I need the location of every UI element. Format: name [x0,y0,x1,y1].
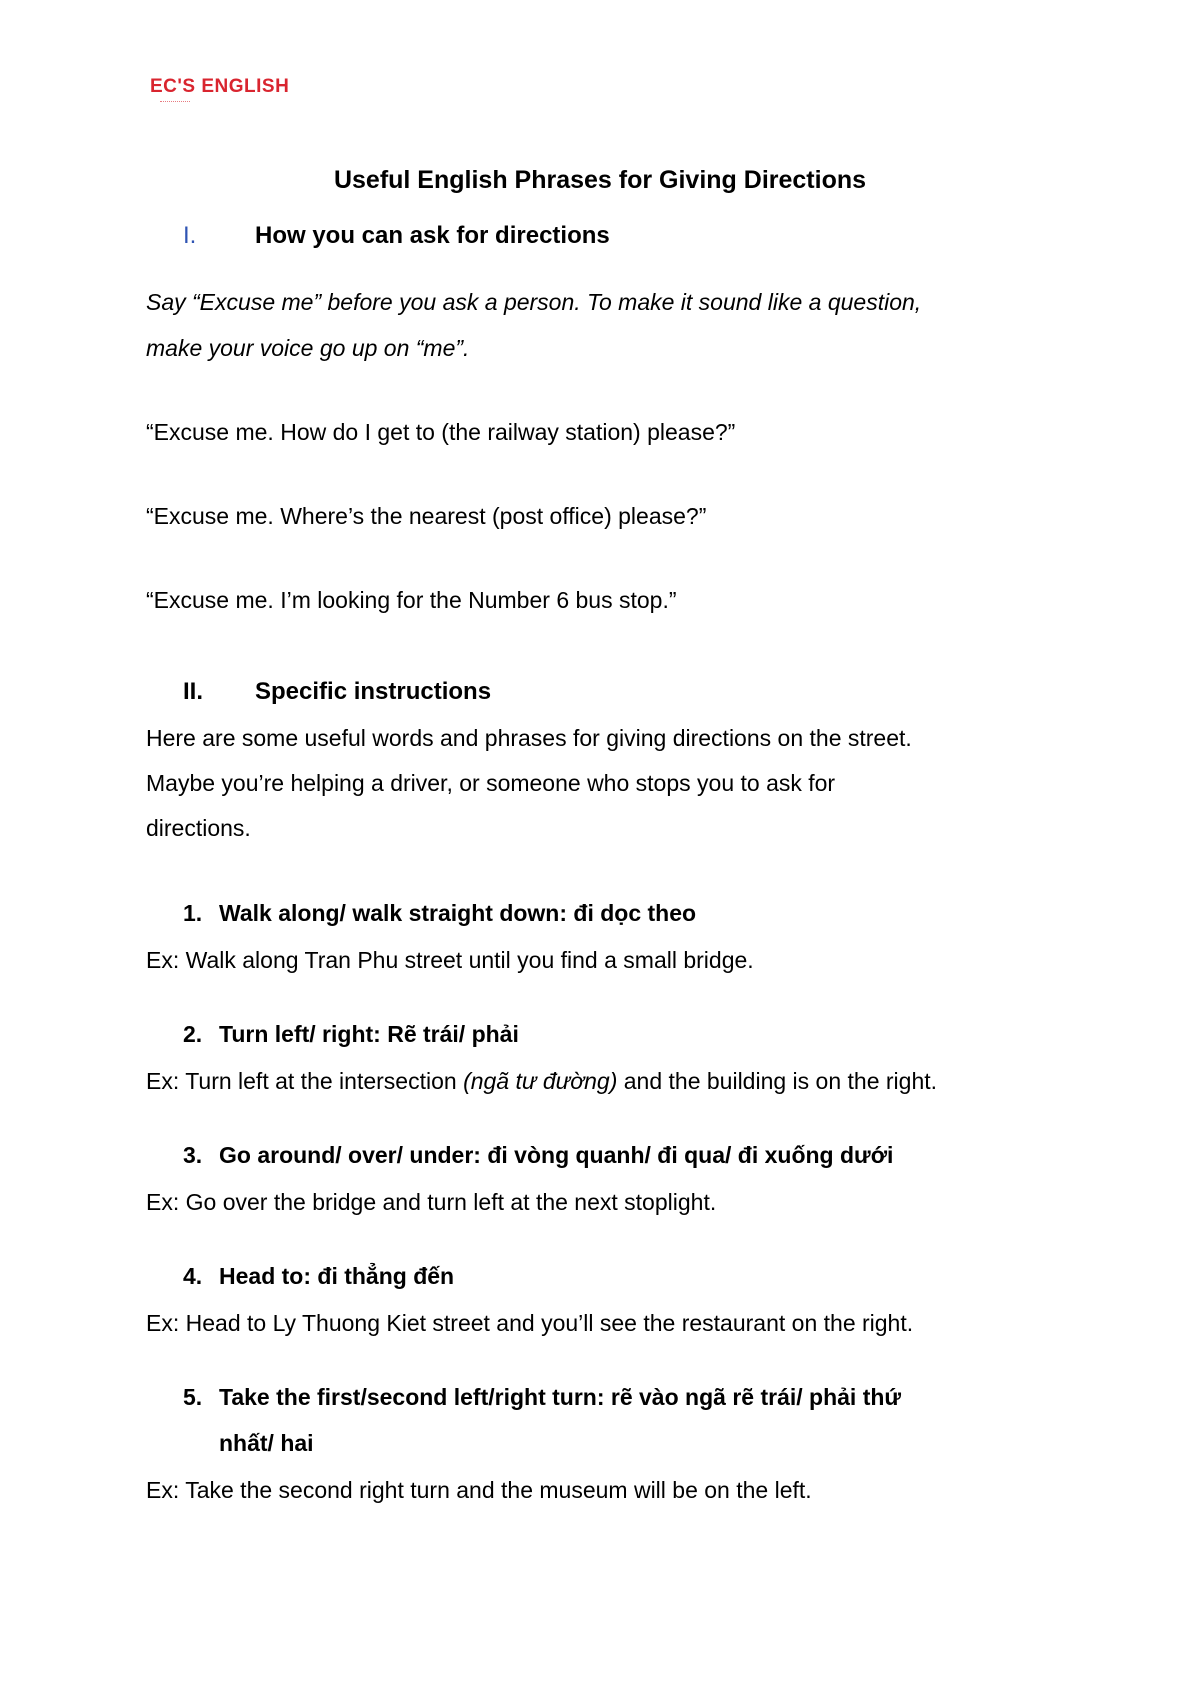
item-4-heading: Head to: đi thẳng đến [219,1263,455,1289]
item-2-example-italic: (ngã tư đường) [463,1068,618,1094]
item-1-heading: Walk along/ walk straight down: đi dọc theo [219,900,697,926]
item-1-example: Ex: Walk along Tran Phu street until you find a small bridge. [146,947,754,973]
item-2-example [146,1067,937,1095]
example-phrase-1: “Excuse me. How do I get to (the railway station) please?” [146,419,736,445]
item-2-example-post: and the building is on the right. [617,1068,938,1094]
section-2-intro-line-2: Maybe you’re helping a driver, or someone who stops you to ask for [146,770,836,796]
section-2-heading: Specific instructions [255,678,492,705]
item-5-heading-line-1: Take the first/second left/right turn: rẽ vào ngã rẽ trái/ phải thứ [219,1384,902,1410]
item-4-example: Ex: Head to Ly Thuong Kiet street and you’ll see the restaurant on the right. [146,1310,914,1336]
section-2-number: II. [183,678,204,705]
item-2-number: 2. [183,1021,203,1047]
item-4-number: 4. [183,1263,203,1289]
section-1-intro-line-1: Say “Excuse me” before you ask a person. To make it sound like a question, [146,289,922,315]
item-3-example: Ex: Go over the bridge and turn left at the next stoplight. [146,1189,717,1215]
section-1-heading: How you can ask for directions [255,222,610,249]
section-1-number: I. [183,222,197,249]
section-1-intro-line-2: make your voice go up on “me”. [146,335,470,361]
example-phrase-2: “Excuse me. Where’s the nearest (post office) please?” [146,503,707,529]
section-2-intro-line-1: Here are some useful words and phrases for giving directions on the street. [146,725,912,751]
item-1-number: 1. [183,900,203,926]
item-3-heading: Go around/ over/ under: đi vòng quanh/ đi qua/ đi xuống dưới [219,1142,894,1168]
example-phrase-3: “Excuse me. I’m looking for the Number 6 bus stop.” [146,587,677,613]
item-5-example: Ex: Take the second right turn and the museum will be on the left. [146,1477,812,1503]
item-5-number: 5. [183,1384,203,1410]
item-2-heading: Turn left/ right: Rẽ trái/ phải [219,1021,519,1047]
ecs-english-logo [150,76,289,98]
section-2-intro-line-3: directions. [146,815,251,841]
item-2-example-pre: Ex: Turn left at the intersection [146,1068,464,1094]
document-title: Useful English Phrases for Giving Directions [333,166,867,194]
logo-tagline-decoration [160,101,190,105]
item-5-heading-line-2: nhất/ hai [219,1430,314,1456]
logo-text: EC'S ENGLISH [150,76,290,97]
item-3-number: 3. [183,1142,203,1168]
